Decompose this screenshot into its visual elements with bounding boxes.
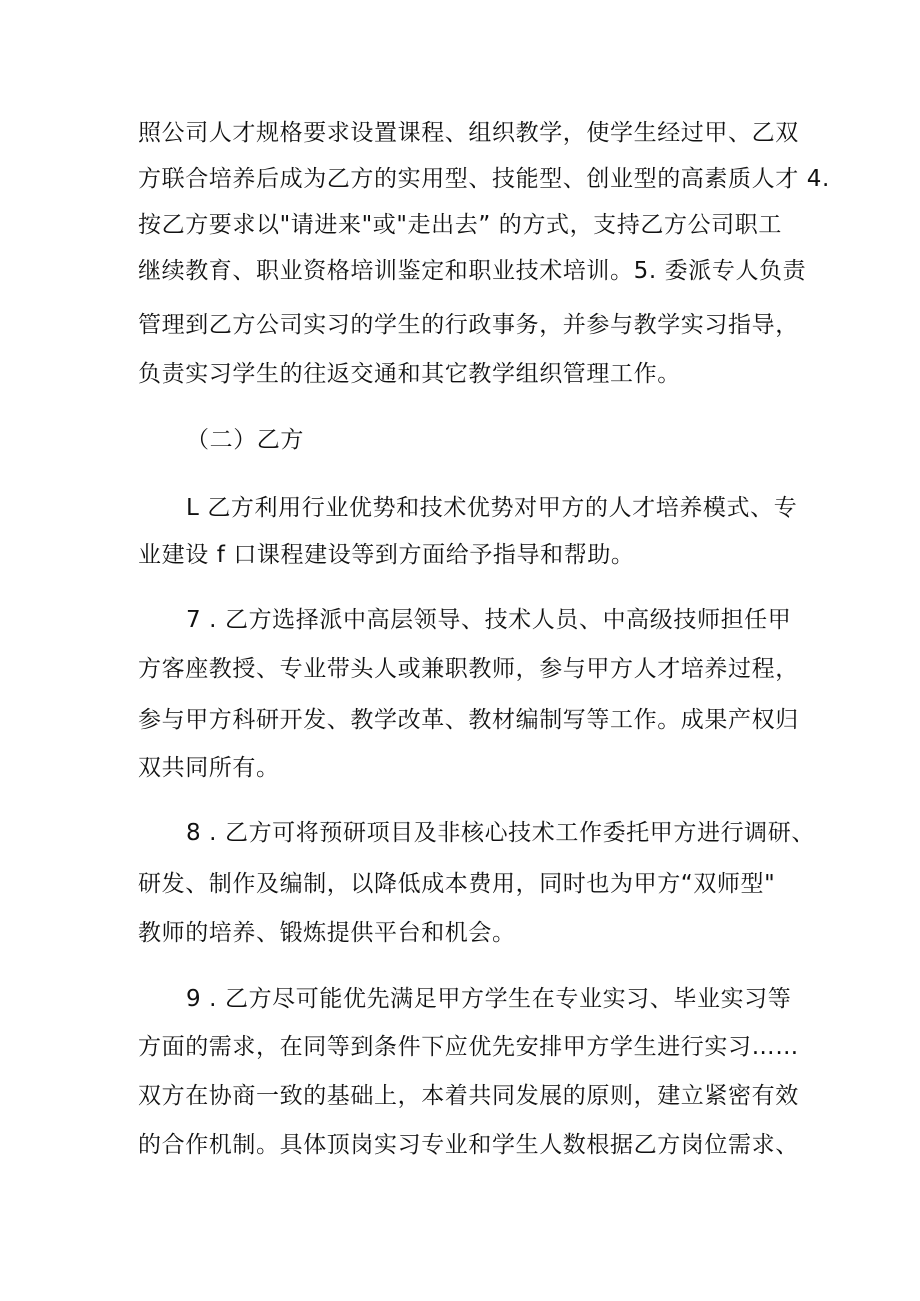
text-line: 方面的需求，在同等到条件下应优先安排甲方学生进行实习……: [138, 1034, 799, 1060]
text-line: 双方在协商一致的基础上，本着共同发展的原则，建立紧密有效: [138, 1083, 799, 1109]
text-line: L 乙方利用行业优势和技术优势对甲方的人才培养模式、专: [186, 495, 798, 521]
text-line: 负责实习学生的往返交通和其它教学组织管理工作。: [138, 361, 681, 387]
text-line: 双共同所有。: [138, 755, 280, 781]
text-line: 7 . 乙方选择派中高层领导、技术人员、中高级技师担任甲: [186, 607, 792, 633]
text-line: 的合作机制。具体顶岗实习专业和学生人数根据乙方岗位需求、: [138, 1132, 799, 1158]
text-line: 管理到乙方公司实习的学生的行政事务，并参与教学实习指导，: [138, 312, 799, 338]
text-line: 9 . 乙方尽可能优先满足甲方学生在专业实习、毕业实习等: [186, 986, 792, 1012]
section-heading: （二）乙方: [186, 427, 304, 453]
text-line: 按乙方要求以"请进来"或"走出去” 的方式，支持乙方公司职工: [138, 212, 782, 238]
text-line: 方联合培养后成为乙方的实用型、技能型、创业型的高素质人才 4.: [138, 166, 830, 192]
text-line: 教师的培养、锻炼提供平台和机会。: [138, 920, 516, 946]
text-line: 方客座教授、专业带头人或兼职教师，参与甲方人才培养过程，: [138, 656, 799, 682]
text-line: 研发、制作及编制，以降低成本费用，同时也为甲方“双师型": [138, 871, 776, 897]
text-line: 继续教育、职业资格培训鉴定和职业技术培训。5. 委派专人负责: [138, 258, 807, 284]
text-line: 参与甲方科研开发、教学改革、教材编制写等工作。成果产权归: [138, 707, 799, 733]
text-line: 8 . 乙方可将预研项目及非核心技术工作委托甲方进行调研、: [186, 820, 815, 846]
text-line: 业建设 f 口课程建设等到方面给予指导和帮助。: [138, 542, 635, 568]
text-line: 照公司人才规格要求设置课程、组织教学，使学生经过甲、乙双: [138, 120, 799, 146]
